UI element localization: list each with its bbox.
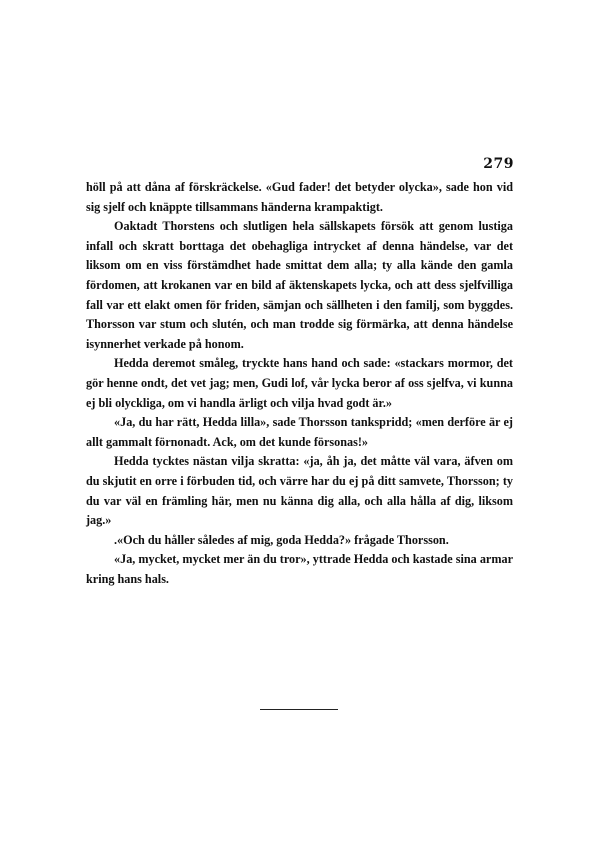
paragraph-ja-du-har-ratt: «Ja, du har rätt, Hedda lilla», sade Thorsson tankspridd; «men derföre är ej allt gammalt förnonadt. Ack, om det kunde försonas!»: [86, 415, 513, 449]
page-number: 279: [483, 156, 514, 172]
paragraph-och-du-haller: .«Och du håller således af mig, goda Hedda?» frågade Thorsson.: [114, 532, 449, 547]
paragraph-continuation: höll på att dåna af förskräckelse. «Gud fader! det betyder olycka», sade hon vid sig sjelf och knäppte tillsammans händerna krampaktigt.: [86, 180, 513, 214]
paragraph-oaktadt: Oaktadt Thorstens och slutligen hela sällskapets försök att genom lustiga infall och skratt borttaga det obehagliga intrycket af denna händelse, var det liksom om en viss förstämdhet hade smittat dem alla; ty alla kände den gamla fördomen, att krokanen var en bild af äktenskapets lycka, och att dess sjelfvilliga fall var ett elakt omen för friden, sämjan och sällheten i den familj, som byggdes. Thorsson var stum och slutén, och man trodde sig förmärka, att denna händelse isynnerhet verkade på honom.: [86, 219, 513, 351]
section-divider: [260, 709, 338, 710]
paragraph-ja-mycket: «Ja, mycket, mycket mer än du tror», yttrade Hedda och kastade sina armar kring hans hals.: [86, 552, 513, 586]
paragraph-hedda-deremot: Hedda deremot småleg, tryckte hans hand och sade: «stackars mormor, det gör henne ondt, det vet jag; men, Gudi lof, vår lycka beror af oss sjelfva, vi kunna ej bli olyckliga, om vi handla ärligt och vilja hvad godt är.»: [86, 356, 513, 410]
body-text: [86, 178, 513, 589]
paragraph-hedda-tycktes: Hedda tycktes nästan vilja skratta: «ja, åh ja, det måtte väl vara, äfven om du skjutit en orre i förbuden tid, och värre har du ej på ditt samvete, Thorsson; ty du var väl en främling här, men nu känna dig alla, och alla hålla af dig, liksom jag.»: [86, 454, 513, 528]
